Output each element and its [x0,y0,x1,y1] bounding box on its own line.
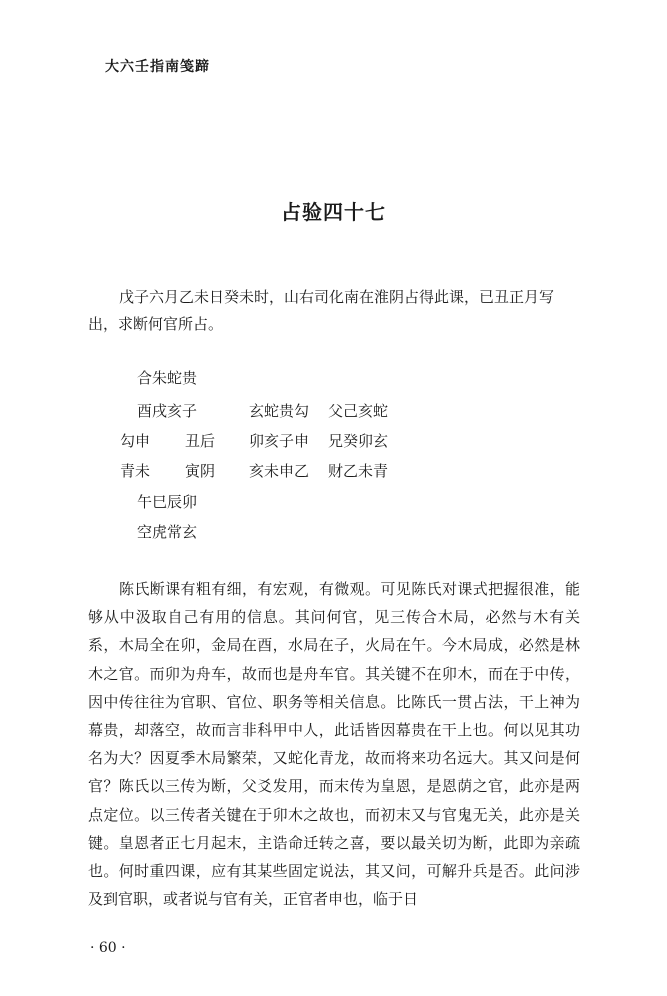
chart-line-1: 合朱蛇贵 [137,369,198,387]
intro-text: 戊子六月乙未日癸未时，山右司化南在淮阴占得此课，已丑正月写出，求断何官所占。 [88,288,555,333]
chart-line-3-mid: 卯亥子申 [249,432,310,450]
analysis-text: 陈氏断课有粗有细，有宏观，有微观。可见陈氏对课式把握很准，能够从中汲取自己有用的信息。其问何官，见三传合木局，必然与木有关系，木局全在卯，金局在酉，水局在子，火局在午。今木局成，必然是林木之官。而卯为舟车，故而也是舟车官。其关键不在卯木，而在于中传，因中传往往为官职、官位、职务等相关信息。比陈氏一贯占法，干上神为幕贵，却落空，故而言非科甲中人，此话皆因幕贵在干上也。何以见其功名为大？因夏季木局繁荣，又蛇化青龙，故而将来功名远大。其又问是何官？陈氏以三传为断，父爻发用，而末传为皇恩，是恩荫之官，此亦是两点定位。以三传者关键在于卯木之故也，而初末又与官鬼无关，此亦是关键。皇恩者正七月起末，主诰命迁转之喜，要以最关切为断，此即为亲疏也。何时重四课，应有其某些固定说法，其又问，可解升兵是否。此问涉及到官职，或者说与官有关，正官者申也，临于日 [88,580,580,909]
chart-line-5: 午巳辰卯 [137,493,198,511]
chart-line-4-mid: 亥未申乙 [249,462,310,480]
chart-line-3-b: 丑后 [185,432,216,450]
chart-line-2-right: 父己亥蛇 [328,402,389,420]
page-number: · 60 · [90,940,126,956]
chart-line-3-right: 兄癸卯玄 [328,432,389,450]
chart-line-4-b: 寅阴 [185,462,216,480]
chart-line-3-a: 勾申 [120,432,151,450]
chart-line-2-left: 酉戌亥子 [137,402,198,420]
chart-line-2-mid: 玄蛇贵勾 [249,402,310,420]
analysis-paragraph [88,575,580,913]
chart-line-4-a: 青未 [120,462,151,480]
intro-paragraph [88,284,576,338]
chart-line-4-right: 财乙未青 [328,462,389,480]
section-title: 占验四十七 [281,200,386,224]
running-header: 大六壬指南笺蹄 [105,59,210,75]
chart-line-6: 空虎常玄 [137,523,198,541]
